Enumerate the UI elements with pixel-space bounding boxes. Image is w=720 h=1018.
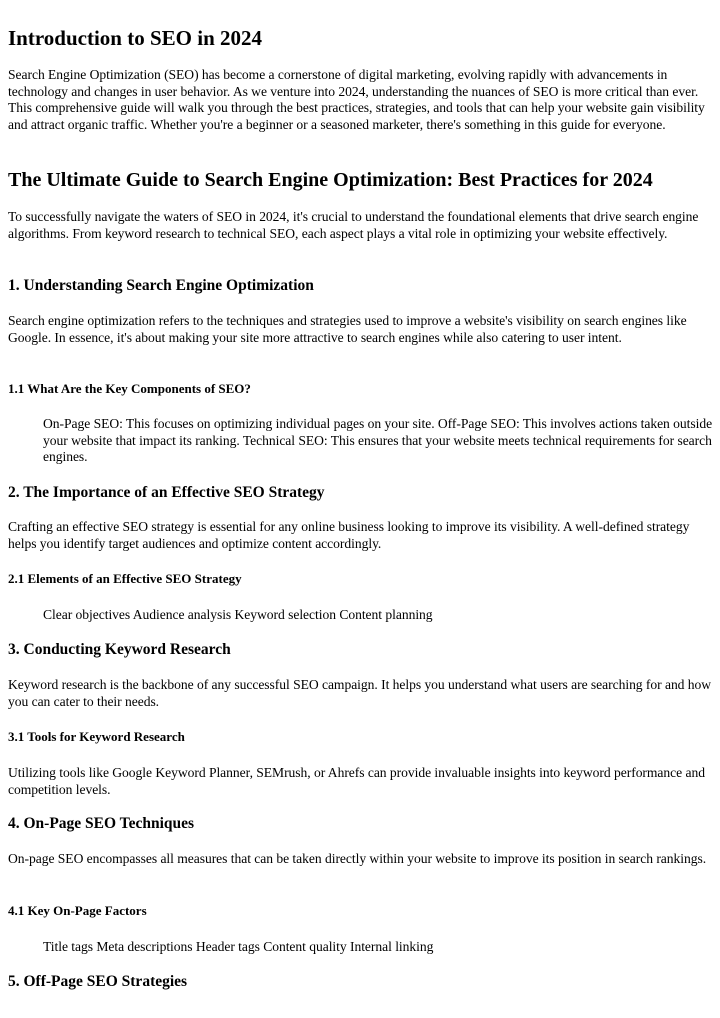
intro-heading: Introduction to SEO in 2024	[8, 26, 262, 50]
section-1-1-heading: 1.1 What Are the Key Components of SEO?	[8, 381, 251, 396]
section-3-1-paragraph: Utilizing tools like Google Keyword Planner, SEMrush, or Ahrefs can provide invaluable insights into keyword performance and competition levels.	[8, 765, 705, 797]
section-2-heading: 2. The Importance of an Effective SEO Strategy	[8, 484, 325, 501]
section-1-paragraph: Search engine optimization refers to the techniques and strategies used to improve a website's visibility on search engines like Google. In essence, it's about making your site more attractive to search engines while also catering to user intent.	[8, 313, 687, 345]
section-3-1-heading: 3.1 Tools for Keyword Research	[8, 729, 185, 744]
section-2-paragraph: Crafting an effective SEO strategy is essential for any online business looking to improve its visibility. A well-defined strategy helps you identify target audiences and optimize content accordingly.	[8, 519, 690, 551]
section-2-1-elements: Clear objectives Audience analysis Keyword selection Content planning	[43, 607, 433, 622]
section-5-heading: 5. Off-Page SEO Strategies	[8, 973, 188, 990]
section-4-heading: 4. On-Page SEO Techniques	[8, 815, 195, 832]
section-4-1-heading: 4.1 Key On-Page Factors	[8, 903, 147, 918]
guide-intro-paragraph: To successfully navigate the waters of SEO in 2024, it's crucial to understand the foundational elements that drive search engine algorithms. From keyword research to technical SEO, each aspect plays a vital role in optimizing your website effectively.	[8, 209, 699, 241]
intro-paragraph: Search Engine Optimization (SEO) has become a cornerstone of digital marketing, evolving rapidly with advancements in technology and changes in user behavior. As we venture into 2024, understanding the nuances of SEO is more critical than ever. This comprehensive guide will walk you through the best practices, strategies, and tools that can help your website gain visibility and attract organic traffic. Whether you're a beginner or a seasoned marketer, there's something in this guide for everyone.	[8, 67, 705, 132]
section-3-heading: 3. Conducting Keyword Research	[8, 641, 231, 658]
section-1-heading: 1. Understanding Search Engine Optimization	[8, 277, 314, 294]
section-4-paragraph: On-page SEO encompasses all measures that can be taken directly within your website to improve its position in search rankings.	[8, 851, 707, 866]
section-4-1-factors: Title tags Meta descriptions Header tags Content quality Internal linking	[43, 939, 434, 954]
guide-title: The Ultimate Guide to Search Engine Optimization: Best Practices for 2024	[8, 169, 653, 191]
section-2-1-heading: 2.1 Elements of an Effective SEO Strategy	[8, 571, 242, 586]
section-1-1-components: On-Page SEO: This focuses on optimizing individual pages on your site. Off-Page SEO: This involves actions taken outside your website that impact its ranking. Technical SEO: This ensures that your website meets technical requirements for search engines.	[43, 416, 713, 465]
section-3-paragraph: Keyword research is the backbone of any successful SEO campaign. It helps you understand what users are searching for and how you can cater to their needs.	[8, 677, 712, 709]
